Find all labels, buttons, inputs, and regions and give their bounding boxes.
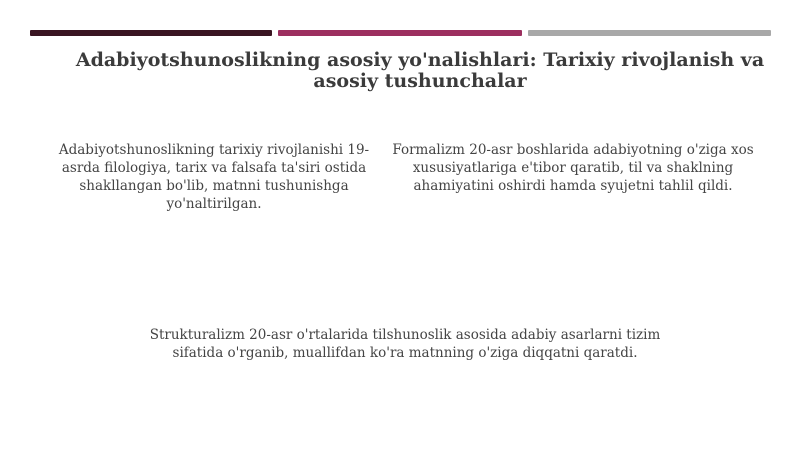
text-block-structuralism[interactable]: Strukturalizm 20-asr o'rtalarida tilshunoslik asosida adabiy asarlarni tizim sifatida o'rganib, muallifdan ko'ra matnning o'ziga diqqatni qaratdi. <box>149 327 661 361</box>
slide-title[interactable]: Adabiyotshunoslikning asosiy yo'nalishlari: Tarixiy rivojlanish va asosiy tushunchalar <box>75 49 765 92</box>
text-block-history[interactable]: Adabiyotshunoslikning tarixiy rivojlanishi 19-asrda filologiya, tarix va falsafa ta'siri ostida shakllangan bo'lib, matnni tushunishga yo'naltirilgan. <box>58 142 370 212</box>
accent-bar-gray <box>528 30 771 36</box>
accent-bar-magenta <box>278 30 522 36</box>
text-block-formalism[interactable]: Formalizm 20-asr boshlarida adabiyotning o'ziga xos xususiyatlariga e'tibor qaratib, til va shaklning ahamiyatini oshirdi hamda syujetni tahlil qildi. <box>392 142 754 194</box>
accent-bar-dark <box>30 30 272 36</box>
